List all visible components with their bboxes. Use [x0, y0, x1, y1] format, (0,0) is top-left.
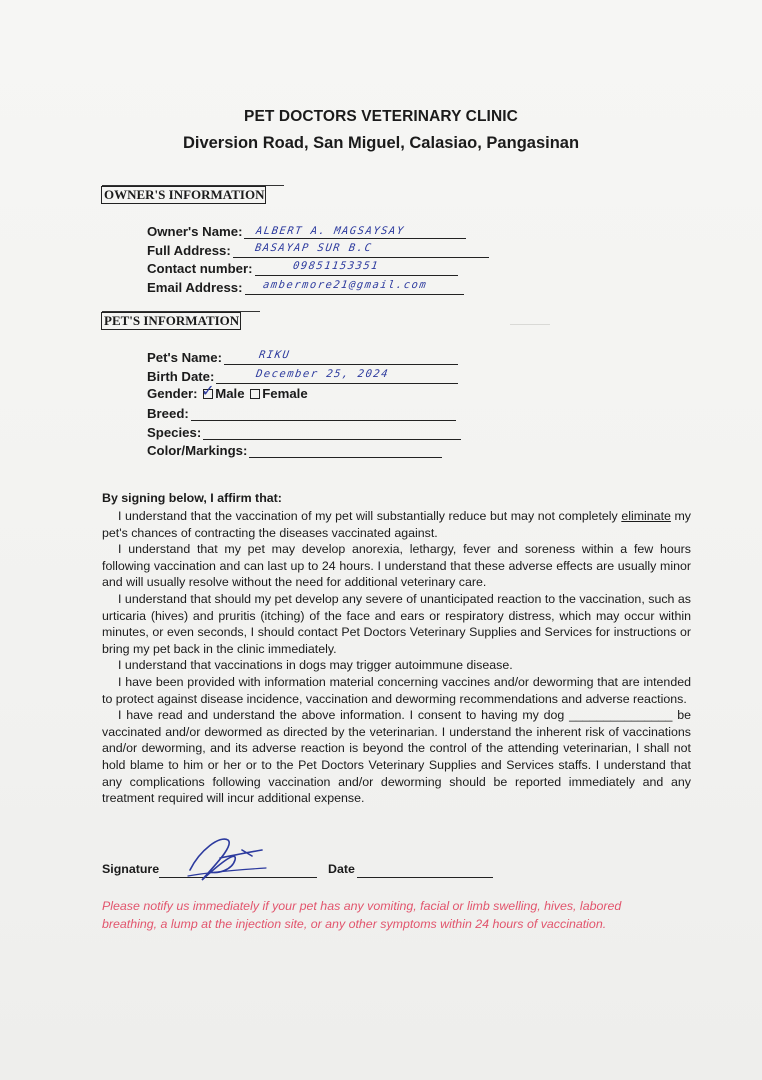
handwritten-value: ambermore21@gmail.com — [261, 279, 428, 291]
consent-paragraph: I have been provided with information material concerning vaccines and/or deworming that are intended to protect against disease incidence, vaccination and deworming recommendations and adverse reactions. — [102, 674, 691, 706]
owner-section-title: OWNER'S INFORMATION — [101, 186, 266, 204]
breed-field[interactable] — [147, 403, 456, 421]
field-line — [203, 423, 461, 440]
field-label: Owner's Name: — [147, 224, 243, 239]
email-address-field[interactable] — [147, 277, 464, 295]
consent-paragraph: I understand that vaccinations in dogs may trigger autoimmune disease. — [118, 658, 513, 673]
female-checkbox[interactable] — [250, 389, 260, 399]
handwritten-value: 09851153351 — [291, 260, 380, 272]
clinic-name: PET DOCTORS VETERINARY CLINIC — [244, 108, 518, 125]
handwritten-value: December 25, 2024 — [255, 368, 391, 380]
field-line — [216, 367, 458, 384]
consent-paragraph — [102, 508, 691, 541]
field-line — [255, 259, 458, 276]
consent-paragraph: I understand that should my pet develop any severe of unanticipated reaction to the vaccination, such as urticaria (hives) and pruritis (itching) of the face and ears or respiratory distress, which may occur within minutes, or even seconds, I should contact Pet Doctors Veterinary Supplies and Services for instructions or bring my pet back in the clinic immediately. — [102, 591, 691, 656]
field-label: Birth Date: — [147, 369, 215, 384]
consent-text — [102, 508, 691, 807]
gender-field — [147, 382, 308, 401]
check-mark-icon: ✓ — [201, 382, 215, 400]
paper-smudge — [510, 324, 550, 325]
handwritten-value: BASAYAP SUR B.C — [253, 242, 373, 254]
field-line — [245, 278, 464, 295]
signature-label: Signature — [102, 862, 160, 876]
full-address-field[interactable] — [147, 240, 489, 258]
field-line — [249, 441, 442, 458]
field-label: Color/Markings: — [147, 443, 248, 458]
handwritten-value: ALBERT A. MAGSAYSAY — [255, 225, 406, 237]
contact-number-field[interactable] — [147, 258, 458, 276]
birth-date-field[interactable] — [147, 366, 458, 384]
field-line — [224, 348, 458, 365]
text-span: my pet's chances of contracting the diseases vaccinated against. — [102, 509, 691, 540]
male-option-label: Male — [215, 386, 245, 401]
pet-section-title: PET'S INFORMATION — [101, 312, 241, 330]
field-label: Breed: — [147, 406, 189, 421]
consent-paragraph: I have read and understand the above information. I consent to having my dog _______________ be vaccinated and/or dewormed as directed by the veterinarian. I understand the inherent risk of vaccinations and/or deworming, and its adverse reaction is beyond the control of the attending veterinarian, I shall not hold blame to him or her or to the Pet Doctors Veterinary Supplies and Services staffs. I understand that any complications following vaccination and/or deworming should be reported immediately and any treatment required will incur additional expense. — [102, 708, 691, 806]
underlined-word: eliminate — [621, 509, 671, 523]
pet-name-field[interactable] — [147, 347, 458, 365]
handwritten-signature — [180, 830, 270, 886]
field-line — [244, 222, 466, 239]
date-label: Date — [328, 862, 355, 876]
consent-paragraph: I understand that my pet may develop anorexia, lethargy, fever and soreness within a few hours following vaccination and can last up to 24 hours. I understand that these adverse effects are usually minor and will usually resolve without the need for additional veterinary care. — [102, 542, 691, 590]
field-line — [233, 241, 489, 258]
text-span: I understand that the vaccination of my pet will substantially reduce but may not completely — [118, 509, 622, 523]
field-label: Pet's Name: — [147, 350, 222, 365]
owner-name-field[interactable] — [147, 221, 466, 239]
field-line — [191, 404, 456, 421]
field-label: Contact number: — [147, 261, 253, 276]
field-label: Full Address: — [147, 243, 231, 258]
gender-label: Gender: — [147, 386, 198, 401]
clinic-address: Diversion Road, San Miguel, Calasiao, Pangasinan — [182, 134, 580, 152]
field-label: Email Address: — [147, 280, 243, 295]
post-vaccination-notice: Please notify us immediately if your pet has any vomiting, facial or limb swelling, hives, labored breathing, a lump at the injection site, or any other symptoms within 24 hours of vaccination. — [102, 899, 622, 931]
color-markings-field[interactable] — [147, 440, 442, 458]
male-checkbox[interactable] — [201, 382, 215, 400]
handwritten-value: RIKU — [258, 349, 292, 361]
female-option-label: Female — [262, 386, 308, 401]
date-line[interactable] — [357, 877, 493, 878]
affirm-title: By signing below, I affirm that: — [102, 491, 282, 505]
species-field[interactable] — [147, 422, 461, 440]
field-label: Species: — [147, 425, 202, 440]
